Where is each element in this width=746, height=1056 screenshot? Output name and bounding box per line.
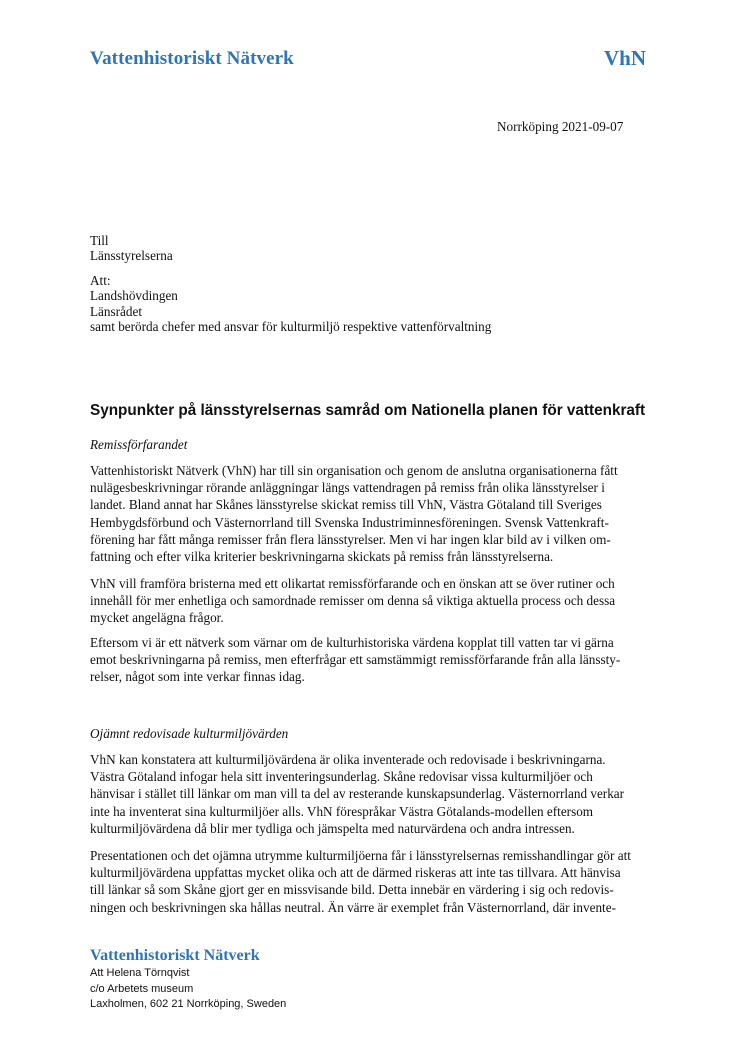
text-line: Hembygdsförbund och Västernorrland till Svenska Industriminnesföreningen. Svensk Vattenkraft- bbox=[90, 514, 609, 530]
section-heading-remiss: Remissförfarandet bbox=[90, 437, 188, 452]
paragraph bbox=[90, 575, 650, 627]
text-line: förening har fått många remisser från flera länsstyrelser. Men vi har ingen klar bild av i vilken om- bbox=[90, 531, 611, 547]
text-line: hänvisar i stället till länkar om man vill ta del av resterande kunskapsunderlag. Västernorrland verkar bbox=[90, 786, 625, 802]
attention-block bbox=[90, 273, 491, 334]
paragraph bbox=[90, 847, 650, 916]
attention-line: Länsrådet bbox=[90, 303, 142, 319]
recipient-line: Länsstyrelserna bbox=[90, 248, 173, 264]
text-line: VhN vill framföra bristerna med ett olikartat remissförfarande och en önskan att se över rutiner och bbox=[90, 576, 615, 591]
address-line: Att Helena Törnqvist bbox=[90, 967, 190, 979]
address-line: c/o Arbetets museum bbox=[90, 982, 194, 995]
text-line: Presentationen och det ojämna utrymme kulturmiljöerna får i länsstyrelsernas remisshandlingar gör att bbox=[90, 848, 631, 863]
text-line: kulturmiljövärdena då blir mer tydliga och jämspelta med naturvärdena och andra intressen. bbox=[90, 820, 575, 836]
text-line: inte ha inventerat sina kulturmiljöer alls. VhN förespråkar Västra Götalands-modellen eftersom bbox=[90, 803, 594, 819]
paragraph bbox=[90, 751, 650, 837]
text-line: ningen och beskrivningen ska hållas neutral. Än värre är exemplet från Västernorrland, där invente- bbox=[90, 899, 616, 915]
text-line: emot beskrivningarna på remiss, men efterfrågar ett samstämmigt remissförfarande från alla länssty- bbox=[90, 652, 621, 668]
footer-address bbox=[90, 966, 286, 1013]
text-line: relser, något som inte verkar finnas idag. bbox=[90, 669, 305, 685]
footer-org-name: Vattenhistoriskt Nätverk bbox=[90, 947, 260, 964]
text-line: till länkar så som Skåne gjort ger en missvisande bild. Detta innebär en värdering i sig och redovis- bbox=[90, 882, 614, 898]
header-org-name: Vattenhistoriskt Nätverk bbox=[90, 48, 294, 69]
text-line: mycket angelägna frågor. bbox=[90, 610, 224, 626]
attention-line: Landshövdingen bbox=[90, 288, 178, 304]
recipient-block bbox=[90, 233, 173, 264]
address-line: Laxholmen, 602 21 Norrköping, Sweden bbox=[90, 998, 287, 1011]
text-line: innehåll för mer enhetliga och samordnade remisser om denna så viktiga aktuella process och dessa bbox=[90, 593, 616, 609]
text-line: Västra Götaland infogar hela sitt inventeringsunderlag. Skåne redovisar vissa kulturmiljöer och bbox=[90, 769, 593, 785]
section-heading-kulturmiljo: Ojämnt redovisade kulturmiljövärden bbox=[90, 726, 289, 741]
attention-line: samt berörda chefer med ansvar för kulturmiljö respektive vattenförvaltning bbox=[90, 318, 492, 334]
header-org-abbr: VhN bbox=[604, 46, 647, 70]
text-line: nulägesbeskrivningar rörande anläggningar längs vattendragen på remiss från olika länsstyrelser i bbox=[90, 480, 605, 496]
document-title: Synpunkter på länsstyrelsernas samråd om Nationella planen för vattenkraft bbox=[90, 402, 646, 419]
text-line: fattning och efter vilka kriterier beskrivningarna skickats på remiss från länsstyrelserna. bbox=[90, 549, 554, 565]
recipient-line: Till bbox=[90, 233, 109, 248]
date-line: Norrköping 2021-09-07 bbox=[497, 119, 624, 134]
attention-line: Att: bbox=[90, 273, 111, 288]
paragraph bbox=[90, 634, 650, 686]
text-line: landet. Bland annat har Skånes länsstyrelse skickat remiss till VhN, Västra Götaland till Sveriges bbox=[90, 497, 602, 513]
text-line: kulturmiljövärdena uppfattas mycket olika och att de därmed riskeras att inte tas tillvara. Att hänvisa bbox=[90, 865, 621, 881]
text-line: VhN kan konstatera att kulturmiljövärdena är olika inventerade och redovisade i beskrivningarna. bbox=[90, 752, 606, 767]
paragraph bbox=[90, 462, 650, 565]
text-line: Eftersom vi är ett nätverk som värnar om de kulturhistoriska värdena kopplat till vatten tar vi gärna bbox=[90, 635, 614, 650]
text-line: Vattenhistoriskt Nätverk (VhN) har till sin organisation och genom de anslutna organisationerna fått bbox=[90, 463, 618, 478]
